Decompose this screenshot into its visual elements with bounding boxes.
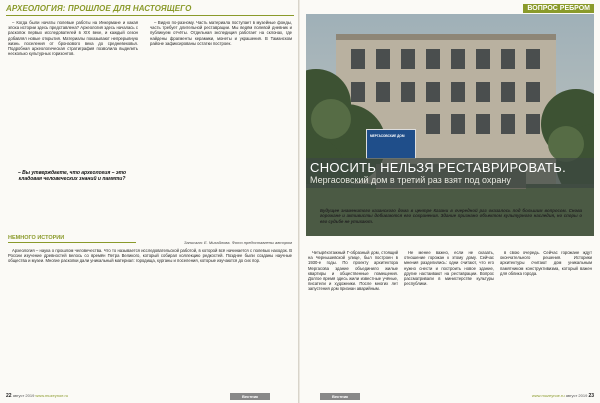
heritage-sign-text: МЕРГАСОВСКИЕ ДОМ <box>370 134 405 138</box>
pull-quote: – Вы утверждаете, что археология – это кладовая человеческих знаний и памяти? <box>17 170 127 182</box>
right-col3-text: в свою очередь. Сейчас горожане ждут окончательного решения. Историки архитектуры считают дом уникальным памятником конструктивизма, который важен для облика города. <box>500 250 592 276</box>
history-section <box>8 248 292 264</box>
site-url-left[interactable]: www.muzeynoe.ru <box>35 393 69 398</box>
section-header-right: ВОПРОС РЕБРОМ <box>523 4 594 13</box>
issue-date-left: август 2019 <box>12 393 35 398</box>
left-column-2 <box>150 20 292 46</box>
sidebar-title: НЕМНОГО ИСТОРИИ <box>8 235 65 241</box>
section-header-left: АРХЕОЛОГИЯ: ПРОШЛОЕ ДЛЯ НАСТОЯЩЕГО <box>6 4 192 13</box>
right-col1-text: Четырёхэтажный Г-образный дом, стоящий на Чернышевской улице, был построен в 1930-е годы. По проекту архитектора Мергасова здание объединило жилые квартиры и общественные помещения. Долгое время здесь жили известные учёные, писатели и художники. После многих лет запустения дом признан аварийным. <box>308 250 398 292</box>
left-col2-text: – Видно по-разному. Часть материала поступает в музейные фонды, часть требует длительной реставрации. Мы ведём полевой дневник и публикуем отчёты. Отдельная экспедиция работает на склонах, где найдены фрагменты керамики, монеты и украшения. В Таманском районе зафиксированы остатки построек. <box>150 20 292 46</box>
page-number-left: 22 <box>6 393 12 399</box>
building-photo <box>306 14 594 236</box>
magazine-logo-right: Вестник <box>320 393 360 400</box>
page-number-right: 23 <box>588 393 594 399</box>
site-url-right[interactable]: www.muzeynoe.ru <box>531 393 565 398</box>
right-column-3 <box>500 250 592 276</box>
article-headline: СНОСИТЬ НЕЛЬЗЯ РЕСТАВРИРОВАТЬ. <box>310 160 567 175</box>
footer-left <box>6 393 68 399</box>
left-column-1 <box>8 20 138 56</box>
right-column-1 <box>308 250 398 292</box>
article-lede: Будущее знаменитого казанского дома в центре Казани в очередной раз оказалось под большим вопросом. Снова горожане и активисты добиваются его сохранения. Здание признано объектом культурного наследия, но споры о его судьбе не утихают. <box>320 208 582 224</box>
history-text: Археология – наука о прошлом человечества. Что то называется исследовательской работой, в которой всё начинается с полевых находок. В России изучение древностей велось со времён Петра Великого, который собирал коллекцию редкостей. Позднее были созданы научные общества и музеи. Многие раскопки дали уникальный материал: городища, курганы и поселения, которые изучаются до сих пор. <box>8 248 292 264</box>
right-column-2 <box>404 250 494 286</box>
left-col1-text: – Когда были начаты полевые работы на Инкермане и какая эпоха истории здесь представлена? Археология здесь началась с раскопок первых исследователей в XIX веке, и каждый сезон добавлял новые открытия. Материалы показывают непрерывную жизнь поселения от бронзового века до средневековья. Подробная археологическая стратиграфия позволила выделить несколько культурных горизонтов. <box>8 20 138 57</box>
footer-right <box>532 393 594 399</box>
issue-date-right: август 2019 <box>565 393 588 398</box>
byline: Записала: Е. Михайлова. Фото предоставлены автором <box>184 240 292 245</box>
article-subheadline: Мергасовский дом в третий раз взят под охрану <box>310 175 511 185</box>
sidebar-rule <box>8 242 136 243</box>
right-col2-text: Не менее важно, если не сказать, отношение горожан к этому дому. Сейчас мнения разделились: одни считают, что его нужно снести и построить новое здание, другие настаивают на реставрации. Вопрос рассматривали в министерстве культуры республики. <box>404 250 494 287</box>
magazine-logo-left: Вестник <box>230 393 270 400</box>
heritage-sign <box>366 129 416 159</box>
right-page <box>300 0 600 403</box>
header-rule-left <box>6 15 294 16</box>
building-illustration <box>306 14 594 236</box>
